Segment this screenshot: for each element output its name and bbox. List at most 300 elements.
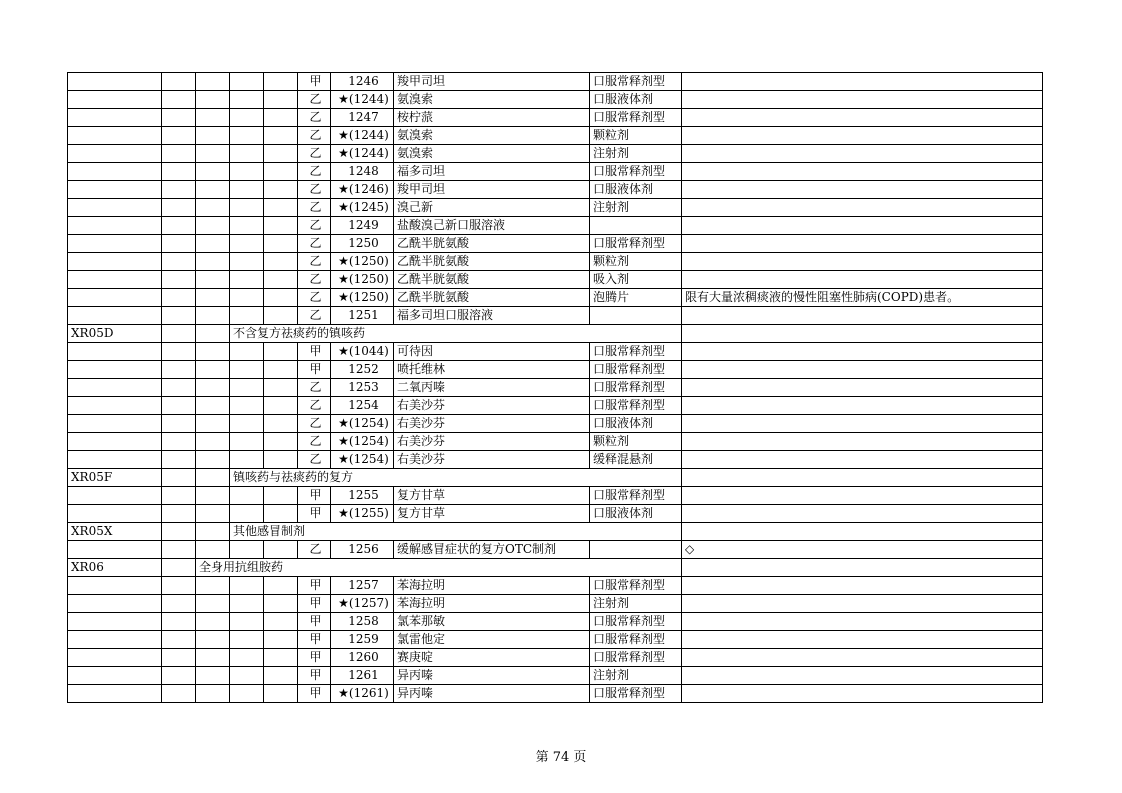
empty-cell bbox=[230, 541, 264, 559]
empty-cell bbox=[196, 415, 230, 433]
empty-cell bbox=[196, 217, 230, 235]
dosage-form-cell: 颗粒剂 bbox=[590, 127, 682, 145]
note-cell bbox=[682, 271, 1043, 289]
empty-cell bbox=[162, 271, 196, 289]
drug-name-cell: 复方甘草 bbox=[394, 505, 590, 523]
empty-cell bbox=[264, 199, 298, 217]
class-cell: 甲 bbox=[298, 649, 331, 667]
empty-cell bbox=[162, 613, 196, 631]
code-cell bbox=[68, 145, 162, 163]
number-cell: 1258 bbox=[331, 613, 394, 631]
table-row bbox=[68, 163, 1043, 181]
code-cell bbox=[68, 217, 162, 235]
class-cell: 乙 bbox=[298, 145, 331, 163]
class-cell: 乙 bbox=[298, 433, 331, 451]
dosage-form-cell bbox=[590, 307, 682, 325]
empty-cell bbox=[230, 685, 264, 703]
note-cell bbox=[682, 505, 1043, 523]
class-cell: 甲 bbox=[298, 577, 331, 595]
table-row bbox=[68, 271, 1043, 289]
note-cell bbox=[682, 433, 1043, 451]
empty-cell bbox=[162, 487, 196, 505]
dosage-form-cell: 口服常释剂型 bbox=[590, 109, 682, 127]
table-row bbox=[68, 487, 1043, 505]
empty-cell bbox=[162, 505, 196, 523]
class-cell: 乙 bbox=[298, 271, 331, 289]
class-cell: 乙 bbox=[298, 217, 331, 235]
table-row bbox=[68, 451, 1043, 469]
note-cell bbox=[682, 415, 1043, 433]
empty-cell bbox=[162, 559, 196, 577]
empty-cell bbox=[230, 415, 264, 433]
empty-cell bbox=[264, 163, 298, 181]
empty-cell bbox=[264, 541, 298, 559]
empty-cell bbox=[230, 595, 264, 613]
empty-cell bbox=[230, 289, 264, 307]
class-cell: 甲 bbox=[298, 685, 331, 703]
empty-cell bbox=[264, 145, 298, 163]
empty-cell bbox=[264, 91, 298, 109]
number-cell: 1254 bbox=[331, 397, 394, 415]
drug-name-cell: 赛庚啶 bbox=[394, 649, 590, 667]
empty-cell bbox=[230, 235, 264, 253]
empty-cell bbox=[162, 541, 196, 559]
dosage-form-cell: 吸入剂 bbox=[590, 271, 682, 289]
drug-name-cell: 可待因 bbox=[394, 343, 590, 361]
table-row bbox=[68, 559, 1043, 577]
drug-name-cell: 异丙嗪 bbox=[394, 685, 590, 703]
empty-cell bbox=[162, 451, 196, 469]
note-cell bbox=[682, 217, 1043, 235]
empty-cell bbox=[230, 631, 264, 649]
number-cell: 1251 bbox=[331, 307, 394, 325]
empty-cell bbox=[196, 73, 230, 91]
drug-name-cell: 羧甲司坦 bbox=[394, 73, 590, 91]
code-cell bbox=[68, 649, 162, 667]
empty-cell bbox=[264, 595, 298, 613]
empty-cell bbox=[230, 505, 264, 523]
empty-cell bbox=[264, 181, 298, 199]
empty-cell bbox=[230, 253, 264, 271]
code-cell bbox=[68, 199, 162, 217]
dosage-form-cell bbox=[682, 523, 1043, 541]
code-cell bbox=[68, 91, 162, 109]
drug-name-cell: 乙酰半胱氨酸 bbox=[394, 235, 590, 253]
drug-catalog-table bbox=[67, 72, 1043, 703]
empty-cell bbox=[230, 487, 264, 505]
empty-cell bbox=[162, 199, 196, 217]
table-row bbox=[68, 631, 1043, 649]
class-cell: 乙 bbox=[298, 289, 331, 307]
empty-cell bbox=[196, 487, 230, 505]
code-cell bbox=[68, 487, 162, 505]
group-label-cell: 其他感冒制剂 bbox=[230, 523, 682, 541]
class-cell: 甲 bbox=[298, 595, 331, 613]
drug-name-cell: 右美沙芬 bbox=[394, 397, 590, 415]
note-cell bbox=[682, 379, 1043, 397]
empty-cell bbox=[230, 181, 264, 199]
code-cell bbox=[68, 631, 162, 649]
empty-cell bbox=[162, 343, 196, 361]
dosage-form-cell: 注射剂 bbox=[590, 145, 682, 163]
table-row bbox=[68, 379, 1043, 397]
table-row bbox=[68, 577, 1043, 595]
empty-cell bbox=[196, 505, 230, 523]
code-cell: XR05X bbox=[68, 523, 162, 541]
dosage-form-cell: 口服常释剂型 bbox=[590, 577, 682, 595]
class-cell: 乙 bbox=[298, 91, 331, 109]
note-cell bbox=[682, 253, 1043, 271]
empty-cell bbox=[162, 307, 196, 325]
class-cell: 乙 bbox=[298, 415, 331, 433]
empty-cell bbox=[230, 361, 264, 379]
empty-cell bbox=[162, 289, 196, 307]
dosage-form-cell: 口服常释剂型 bbox=[590, 487, 682, 505]
dosage-form-cell: 颗粒剂 bbox=[590, 433, 682, 451]
class-cell: 甲 bbox=[298, 631, 331, 649]
table-row bbox=[68, 649, 1043, 667]
note-cell bbox=[682, 199, 1043, 217]
empty-cell bbox=[264, 631, 298, 649]
code-cell bbox=[68, 397, 162, 415]
code-cell bbox=[68, 361, 162, 379]
number-cell: 1256 bbox=[331, 541, 394, 559]
note-cell bbox=[682, 649, 1043, 667]
drug-name-cell: 氨溴索 bbox=[394, 127, 590, 145]
table-row bbox=[68, 181, 1043, 199]
code-cell bbox=[68, 505, 162, 523]
empty-cell bbox=[196, 307, 230, 325]
empty-cell bbox=[162, 181, 196, 199]
empty-cell bbox=[162, 253, 196, 271]
class-cell: 乙 bbox=[298, 199, 331, 217]
empty-cell bbox=[196, 325, 230, 343]
number-cell: ★(1255) bbox=[331, 505, 394, 523]
class-cell: 乙 bbox=[298, 307, 331, 325]
table-row bbox=[68, 109, 1043, 127]
empty-cell bbox=[162, 217, 196, 235]
empty-cell bbox=[196, 127, 230, 145]
note-cell bbox=[682, 109, 1043, 127]
dosage-form-cell: 口服常释剂型 bbox=[590, 649, 682, 667]
empty-cell bbox=[264, 343, 298, 361]
number-cell: 1246 bbox=[331, 73, 394, 91]
drug-name-cell: 右美沙芬 bbox=[394, 451, 590, 469]
dosage-form-cell bbox=[682, 469, 1043, 487]
empty-cell bbox=[196, 613, 230, 631]
drug-name-cell: 苯海拉明 bbox=[394, 577, 590, 595]
dosage-form-cell: 口服常释剂型 bbox=[590, 685, 682, 703]
page-number: 第 74 页 bbox=[535, 750, 587, 765]
table-row bbox=[68, 253, 1043, 271]
number-cell: ★(1257) bbox=[331, 595, 394, 613]
table-row bbox=[68, 325, 1043, 343]
number-cell: ★(1254) bbox=[331, 415, 394, 433]
empty-cell bbox=[264, 505, 298, 523]
empty-cell bbox=[230, 91, 264, 109]
empty-cell bbox=[196, 631, 230, 649]
empty-cell bbox=[264, 649, 298, 667]
dosage-form-cell: 口服常释剂型 bbox=[590, 343, 682, 361]
code-cell bbox=[68, 253, 162, 271]
class-cell: 甲 bbox=[298, 505, 331, 523]
empty-cell bbox=[162, 73, 196, 91]
note-cell: 限有大量浓稠痰液的慢性阻塞性肺病(COPD)患者。 bbox=[682, 289, 1043, 307]
empty-cell bbox=[162, 379, 196, 397]
empty-cell bbox=[162, 577, 196, 595]
number-cell: ★(1250) bbox=[331, 289, 394, 307]
note-cell bbox=[682, 181, 1043, 199]
empty-cell bbox=[162, 127, 196, 145]
class-cell: 乙 bbox=[298, 541, 331, 559]
note-cell bbox=[682, 145, 1043, 163]
empty-cell bbox=[230, 433, 264, 451]
empty-cell bbox=[196, 595, 230, 613]
empty-cell bbox=[162, 649, 196, 667]
number-cell: 1253 bbox=[331, 379, 394, 397]
empty-cell bbox=[264, 73, 298, 91]
empty-cell bbox=[230, 217, 264, 235]
empty-cell bbox=[264, 379, 298, 397]
empty-cell bbox=[162, 325, 196, 343]
empty-cell bbox=[196, 685, 230, 703]
empty-cell bbox=[230, 109, 264, 127]
dosage-form-cell: 注射剂 bbox=[590, 667, 682, 685]
code-cell bbox=[68, 289, 162, 307]
code-cell bbox=[68, 667, 162, 685]
code-cell bbox=[68, 271, 162, 289]
class-cell: 乙 bbox=[298, 163, 331, 181]
empty-cell bbox=[264, 685, 298, 703]
number-cell: ★(1250) bbox=[331, 253, 394, 271]
drug-name-cell: 苯海拉明 bbox=[394, 595, 590, 613]
code-cell bbox=[68, 73, 162, 91]
code-cell bbox=[68, 163, 162, 181]
group-label-cell: 全身用抗组胺药 bbox=[196, 559, 682, 577]
drug-name-cell: 福多司坦 bbox=[394, 163, 590, 181]
empty-cell bbox=[230, 667, 264, 685]
empty-cell bbox=[264, 415, 298, 433]
dosage-form-cell: 口服常释剂型 bbox=[590, 379, 682, 397]
table-row bbox=[68, 541, 1043, 559]
dosage-form-cell: 颗粒剂 bbox=[590, 253, 682, 271]
empty-cell bbox=[264, 217, 298, 235]
code-cell: XR05F bbox=[68, 469, 162, 487]
code-cell bbox=[68, 235, 162, 253]
dosage-form-cell: 口服液体剂 bbox=[590, 505, 682, 523]
empty-cell bbox=[196, 667, 230, 685]
code-cell bbox=[68, 541, 162, 559]
empty-cell bbox=[230, 613, 264, 631]
empty-cell bbox=[196, 91, 230, 109]
empty-cell bbox=[196, 469, 230, 487]
empty-cell bbox=[162, 361, 196, 379]
empty-cell bbox=[264, 433, 298, 451]
code-cell bbox=[68, 109, 162, 127]
dosage-form-cell bbox=[590, 541, 682, 559]
empty-cell bbox=[196, 379, 230, 397]
empty-cell bbox=[196, 541, 230, 559]
drug-name-cell: 乙酰半胱氨酸 bbox=[394, 253, 590, 271]
empty-cell bbox=[196, 361, 230, 379]
dosage-form-cell: 口服液体剂 bbox=[590, 415, 682, 433]
table-row bbox=[68, 433, 1043, 451]
number-cell: ★(1254) bbox=[331, 451, 394, 469]
drug-name-cell: 喷托维林 bbox=[394, 361, 590, 379]
dosage-form-cell: 口服常释剂型 bbox=[590, 235, 682, 253]
code-cell bbox=[68, 595, 162, 613]
number-cell: ★(1250) bbox=[331, 271, 394, 289]
note-cell bbox=[682, 613, 1043, 631]
note-cell bbox=[682, 667, 1043, 685]
group-label-cell: 镇咳药与祛痰药的复方 bbox=[230, 469, 682, 487]
class-cell: 乙 bbox=[298, 127, 331, 145]
empty-cell bbox=[230, 451, 264, 469]
note-cell bbox=[682, 91, 1043, 109]
empty-cell bbox=[264, 235, 298, 253]
number-cell: 1255 bbox=[331, 487, 394, 505]
empty-cell bbox=[162, 595, 196, 613]
note-cell bbox=[682, 307, 1043, 325]
number-cell: 1259 bbox=[331, 631, 394, 649]
number-cell: 1248 bbox=[331, 163, 394, 181]
class-cell: 乙 bbox=[298, 109, 331, 127]
empty-cell bbox=[196, 649, 230, 667]
dosage-form-cell: 口服常释剂型 bbox=[590, 73, 682, 91]
table-row bbox=[68, 361, 1043, 379]
empty-cell bbox=[162, 163, 196, 181]
empty-cell bbox=[162, 433, 196, 451]
code-cell bbox=[68, 415, 162, 433]
note-cell bbox=[682, 631, 1043, 649]
dosage-form-cell bbox=[682, 325, 1043, 343]
drug-name-cell: 氯雷他定 bbox=[394, 631, 590, 649]
dosage-form-cell: 口服常释剂型 bbox=[590, 163, 682, 181]
number-cell: ★(1244) bbox=[331, 145, 394, 163]
empty-cell bbox=[162, 235, 196, 253]
table-row bbox=[68, 685, 1043, 703]
empty-cell bbox=[196, 253, 230, 271]
table-row bbox=[68, 505, 1043, 523]
note-cell bbox=[682, 343, 1043, 361]
empty-cell bbox=[196, 397, 230, 415]
empty-cell bbox=[196, 109, 230, 127]
table-row bbox=[68, 415, 1043, 433]
code-cell bbox=[68, 343, 162, 361]
table-row bbox=[68, 235, 1043, 253]
drug-name-cell: 氯苯那敏 bbox=[394, 613, 590, 631]
dosage-form-cell: 缓释混悬剂 bbox=[590, 451, 682, 469]
number-cell: 1252 bbox=[331, 361, 394, 379]
drug-name-cell: 羧甲司坦 bbox=[394, 181, 590, 199]
table-row bbox=[68, 217, 1043, 235]
code-cell bbox=[68, 307, 162, 325]
table-row bbox=[68, 199, 1043, 217]
table-row bbox=[68, 667, 1043, 685]
empty-cell bbox=[196, 343, 230, 361]
drug-name-cell: 溴己新 bbox=[394, 199, 590, 217]
code-cell bbox=[68, 577, 162, 595]
empty-cell bbox=[196, 577, 230, 595]
table-row bbox=[68, 73, 1043, 91]
drug-name-cell: 乙酰半胱氨酸 bbox=[394, 289, 590, 307]
number-cell: 1247 bbox=[331, 109, 394, 127]
number-cell: ★(1245) bbox=[331, 199, 394, 217]
table-row bbox=[68, 307, 1043, 325]
code-cell bbox=[68, 433, 162, 451]
table-row bbox=[68, 145, 1043, 163]
number-cell: ★(1246) bbox=[331, 181, 394, 199]
dosage-form-cell: 口服常释剂型 bbox=[590, 613, 682, 631]
empty-cell bbox=[162, 469, 196, 487]
empty-cell bbox=[196, 163, 230, 181]
empty-cell bbox=[196, 271, 230, 289]
empty-cell bbox=[162, 667, 196, 685]
table-row bbox=[68, 397, 1043, 415]
empty-cell bbox=[196, 199, 230, 217]
number-cell: ★(1261) bbox=[331, 685, 394, 703]
code-cell bbox=[68, 685, 162, 703]
empty-cell bbox=[264, 289, 298, 307]
empty-cell bbox=[196, 145, 230, 163]
drug-name-cell: 盐酸溴己新口服溶液 bbox=[394, 217, 590, 235]
class-cell: 乙 bbox=[298, 397, 331, 415]
class-cell: 甲 bbox=[298, 487, 331, 505]
empty-cell bbox=[230, 199, 264, 217]
table-row bbox=[68, 613, 1043, 631]
number-cell: ★(1044) bbox=[331, 343, 394, 361]
class-cell: 甲 bbox=[298, 343, 331, 361]
empty-cell bbox=[162, 415, 196, 433]
dosage-form-cell: 口服液体剂 bbox=[590, 91, 682, 109]
empty-cell bbox=[230, 73, 264, 91]
number-cell: 1257 bbox=[331, 577, 394, 595]
empty-cell bbox=[230, 307, 264, 325]
empty-cell bbox=[162, 109, 196, 127]
table-row bbox=[68, 523, 1043, 541]
number-cell: 1250 bbox=[331, 235, 394, 253]
note-cell bbox=[682, 685, 1043, 703]
note-cell bbox=[682, 127, 1043, 145]
table-row bbox=[68, 343, 1043, 361]
table-row bbox=[68, 91, 1043, 109]
drug-name-cell: 右美沙芬 bbox=[394, 433, 590, 451]
empty-cell bbox=[230, 127, 264, 145]
drug-name-cell: 二氧丙嗪 bbox=[394, 379, 590, 397]
table-row bbox=[68, 127, 1043, 145]
note-cell bbox=[682, 163, 1043, 181]
class-cell: 乙 bbox=[298, 253, 331, 271]
empty-cell bbox=[230, 343, 264, 361]
dosage-form-cell: 口服常释剂型 bbox=[590, 397, 682, 415]
table-body bbox=[68, 73, 1043, 703]
empty-cell bbox=[196, 523, 230, 541]
empty-cell bbox=[230, 577, 264, 595]
empty-cell bbox=[264, 613, 298, 631]
code-cell bbox=[68, 451, 162, 469]
empty-cell bbox=[264, 109, 298, 127]
drug-name-cell: 乙酰半胱氨酸 bbox=[394, 271, 590, 289]
dosage-form-cell: 注射剂 bbox=[590, 199, 682, 217]
empty-cell bbox=[264, 487, 298, 505]
empty-cell bbox=[162, 397, 196, 415]
dosage-form-cell bbox=[682, 559, 1043, 577]
code-cell bbox=[68, 613, 162, 631]
code-cell bbox=[68, 379, 162, 397]
empty-cell bbox=[264, 577, 298, 595]
empty-cell bbox=[230, 397, 264, 415]
note-cell bbox=[682, 487, 1043, 505]
